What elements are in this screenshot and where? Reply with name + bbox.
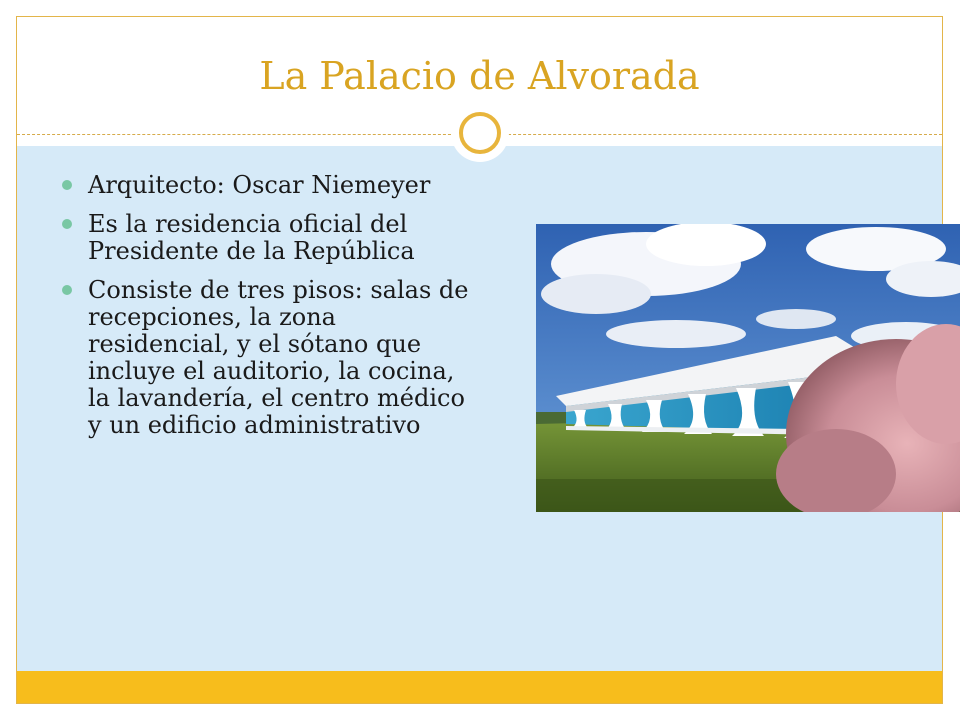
bullet-text: Consiste de tres pisos: salas de recepciones, la zona residencial, y el sótano que incluye el auditorio, la cocina, la lavandería, el centro médico y un edificio administrativo [88,276,469,439]
bullet-list [60,172,480,451]
bullet-icon [62,180,72,190]
bullet-item [60,277,480,439]
bullet-text: Es la residencia oficial del Presidente de la República [88,210,415,265]
bullet-item [60,211,480,265]
circle-ornament-icon [451,104,509,162]
bullet-item [60,172,480,199]
slide-title: La Palacio de Alvorada [259,54,700,98]
bullet-icon [62,285,72,295]
bullet-icon [62,219,72,229]
palace-photo [536,224,960,512]
footer-bar [17,671,942,703]
bullet-text: Arquitecto: Oscar Niemeyer [88,171,431,199]
